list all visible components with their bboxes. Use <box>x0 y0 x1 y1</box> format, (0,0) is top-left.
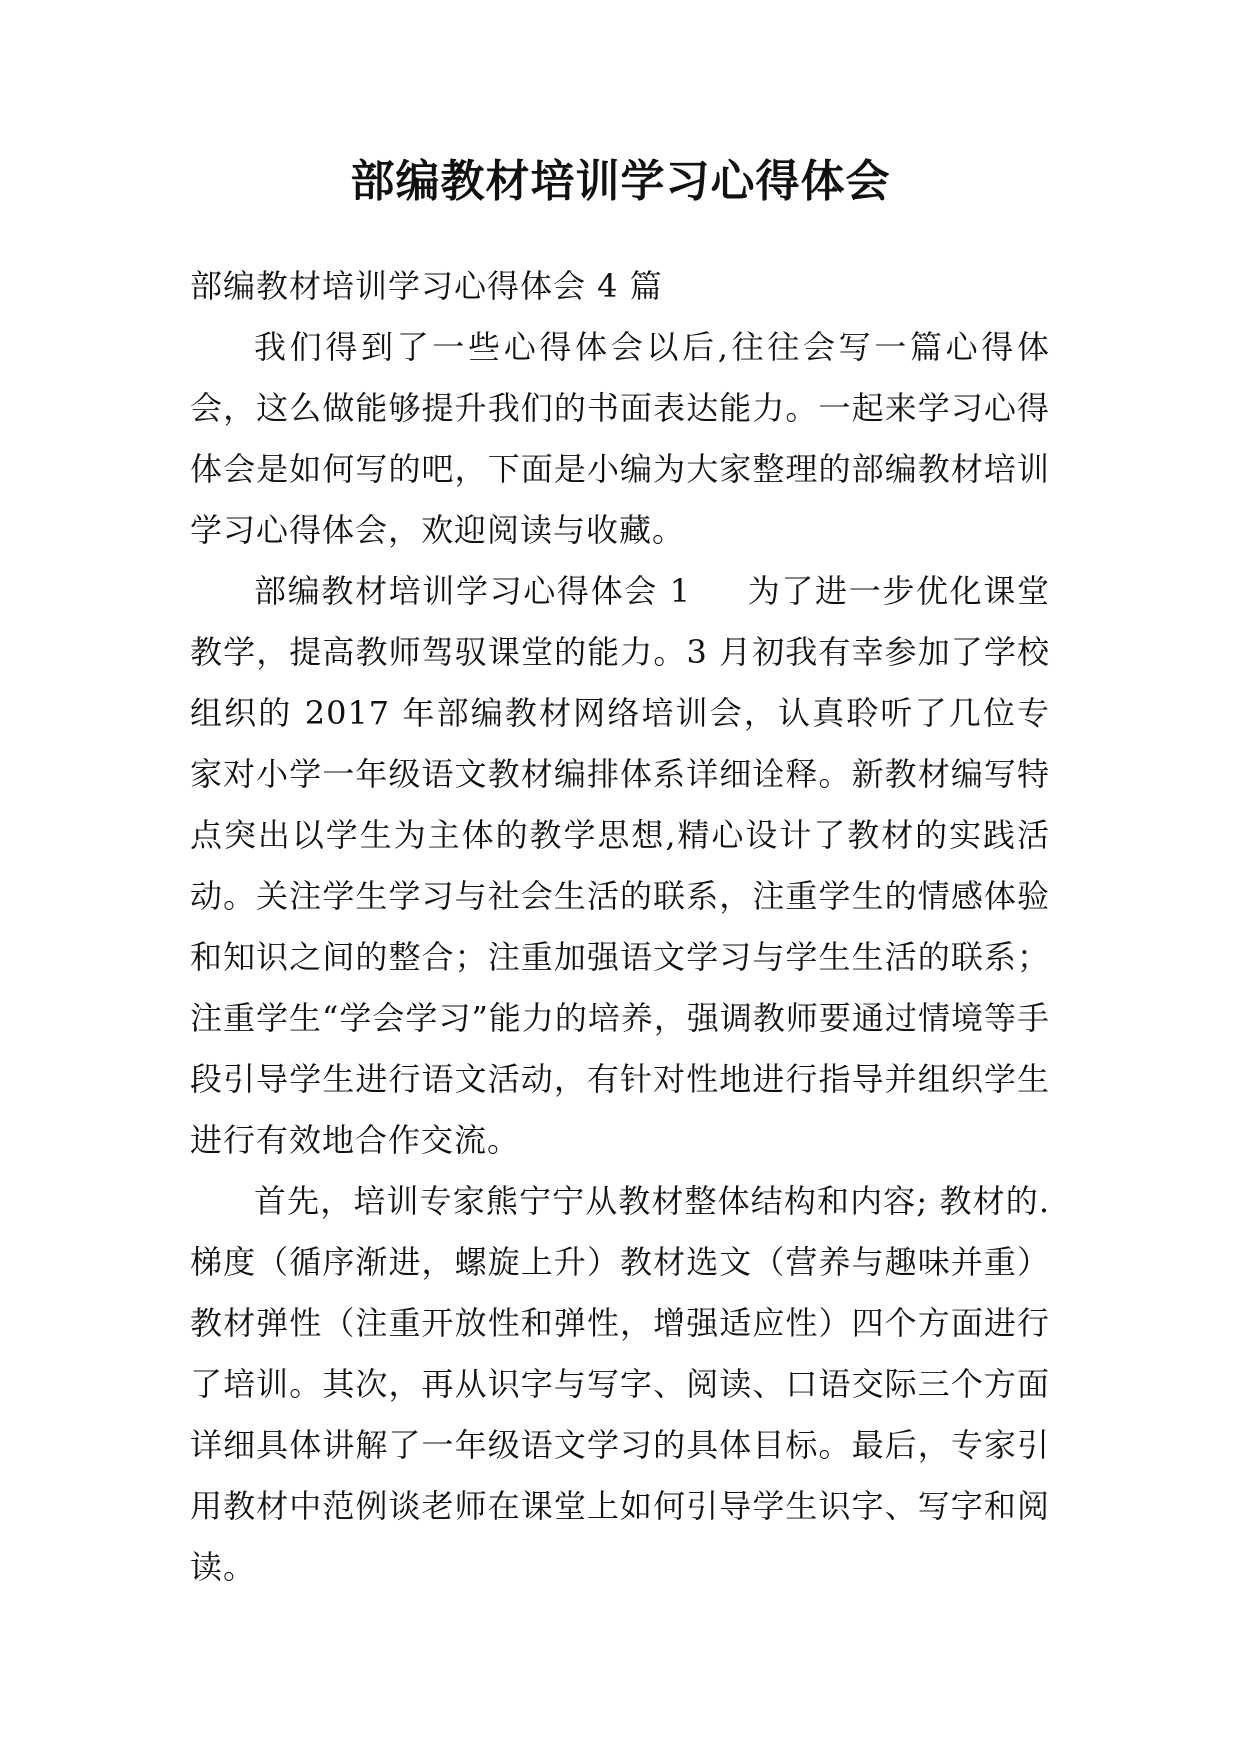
intro-paragraph: 我们得到了一些心得体会以后,往往会写一篇心得体会，这么做能够提升我们的书面表达能力。一起来学习心得体会是如何写的吧，下面是小编为大家整理的部编教材培训学习心得体会，欢迎阅读与收藏。 <box>190 328 1050 549</box>
section-1-text: 为了进一步优化课堂教学，提高教师驾驭课堂的能力。3 月初我有幸参加了学校组织的 2017 年部编教材网络培训会，认真聆听了几位专家对小学一年级语文教材编排体系详细诠释。新教材编写特点突出以学生为主体的教学思想,精心设计了教材的实践活动。关注学生学习与社会生活的联系，注重学生的情感体验和知识之间的整合；注重加强语文学习与学生生活的联系；注重学生“学会学习”能力的培养，强调教师要通过情境等手段引导学生进行语文活动，有针对性地进行指导并组织学生进行有效地合作交流。 <box>190 572 1050 1159</box>
section-1-paragraph <box>190 561 1050 1171</box>
document-title: 部编教材培训学习心得体会 <box>350 156 891 207</box>
document-subtitle: 部编教材培训学习心得体会 4 篇 <box>190 267 663 305</box>
section-1-heading: 部编教材培训学习心得体会 1 <box>254 572 692 610</box>
document-body <box>190 256 1050 1598</box>
training-paragraph: 首先，培训专家熊宁宁从教材整体结构和内容; 教材的.梯度（循序渐进，螺旋上升）教材选文（营养与趣味并重）教材弹性（注重开放性和弹性，增强适应性）四个方面进行了培训。其次，再从识字与写字、阅读、口语交际三个方面详细具体讲解了一年级语文学习的具体目标。最后，专家引用教材中范例谈老师在课堂上如何引导学生识字、写字和阅读。 <box>190 1182 1050 1586</box>
